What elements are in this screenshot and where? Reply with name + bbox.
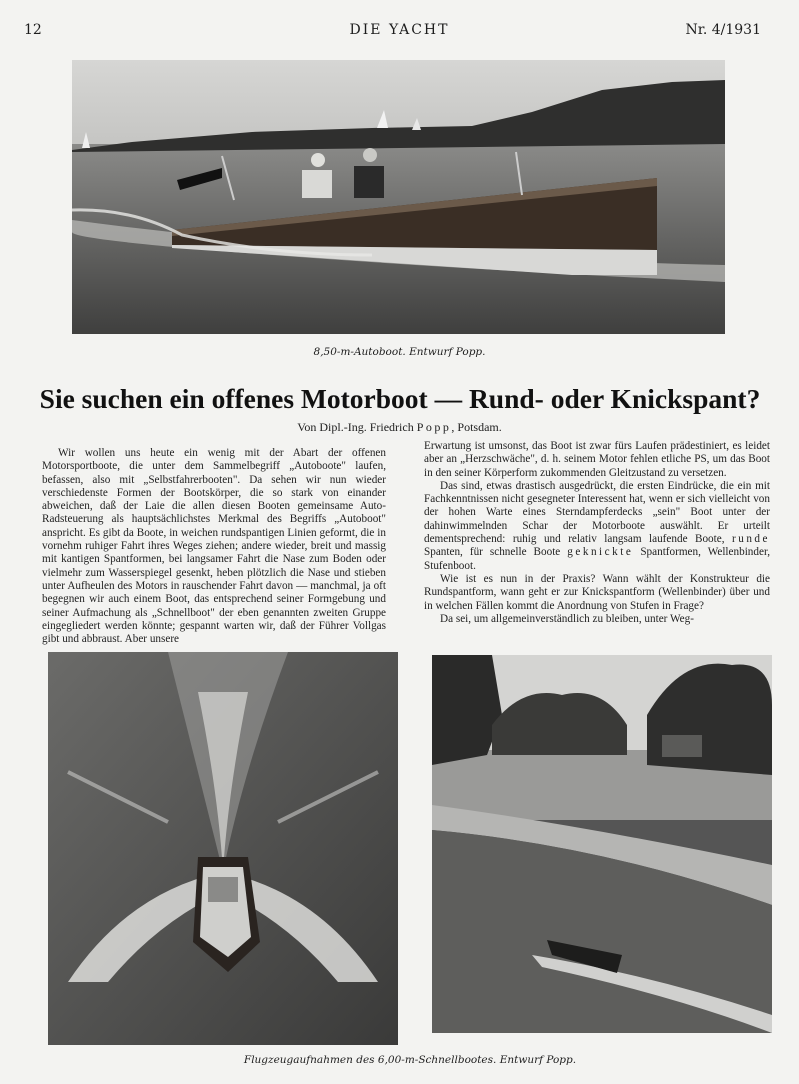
col2-p2-runde: runde: [732, 533, 770, 546]
magazine-title: DIE YACHT: [349, 22, 450, 38]
article-byline: [0, 420, 799, 435]
col2-paragraph-1: Erwartung ist umsonst, das Boot ist zwar fürs Laufen prädestiniert, es leidet aber an „Herzschwäche", d. h. seinem Motor fehlen etliche PS, um das Boot in den seiner Körperform zukommenden Gleitzustand zu versetzen.: [424, 440, 770, 479]
bottom-left-photo-aerial: [48, 652, 398, 1045]
article-title: Sie suchen ein offenes Motorboot — Rund- oder Knickspant?: [39, 383, 761, 414]
col2-paragraph-2: [424, 480, 770, 573]
top-photo-autoboot: [72, 60, 725, 334]
byline-location: , Potsdam.: [451, 420, 502, 434]
page-number: 12: [24, 22, 42, 38]
col2-paragraph-4: Da sei, um allgemeinverständlich zu bleiben, unter Weg-: [440, 612, 694, 625]
col2-p2-text-c: Spanten, für schnelle Boote: [424, 546, 561, 559]
page-header: [0, 22, 799, 42]
col2-p2-text-a: Das sind, etwas drastisch ausgedrückt, die ersten Eindrücke, die ein mit Fachkenntnissen nicht gesegneter Interessent hat, wenn er sich vielleicht von der hohen Warte eines Sterndampferdecks „sein" Boot unter der dahinwimmelnden Schar der Motorboote auswählt. Er urteilt dementsprechend: ruhig und relativ langsam laufende Boote,: [424, 479, 770, 546]
col1-paragraph-1: Wir wollen uns heute ein wenig mit der Abart der offenen Motorsportboote, die unter dem Sammelbegriff „Autoboote" laufen, befassen, also mit „Selbstfahrerbooten". Da sehen wir nun wieder verschiedenste Formen der Bootskörper, die so stark von einander abweichen, daß der Laie die allen diesen Booten gemeinsame Auto-Radsteuerung als hauptsächlichstes Merkmal des Begriffs „Autoboot" anspricht. Es gibt da Boote, in weichen rundspantigen Linien geformt, die in vornehm ruhiger Fahrt ihres Weges ziehen; andere wieder, breit und massig mit kantigen Spantformen, bei langsamer Fahrt die Nase zum Boden oder vielmehr zum Wasserspiegel gesenkt, heben plötzlich die Nase und stieben unter Aufheulen des Motors in rauschender Fahrt davon — manchmal, ja oft begegnen wir auch einem Boot, das entsprechend seiner Formgebung und seiner Aufmachung als „Schnellboot" der eben genannten zweiten Gruppe eingegliedert werden könnte; gespannt warten wir, daß der Führer Vollgas gibt und abbraust. Aber unsere: [42, 447, 386, 646]
issue-number: Nr. 4/1931: [685, 22, 761, 38]
article-column-2: [424, 440, 770, 626]
col2-p2-text-e: Spantformen, Wellenbinder, Stufenboot.: [424, 546, 771, 572]
byline-author-surname: Popp: [416, 420, 452, 434]
top-photo-caption: 8,50-m-Autoboot. Entwurf Popp.: [313, 346, 486, 358]
article-column-1: [42, 447, 386, 646]
byline-prefix: Von Dipl.-Ing. Friedrich: [297, 420, 414, 434]
bottom-right-photo-river: [432, 655, 772, 1033]
col2-paragraph-3: Wie ist es nun in der Praxis? Wann wählt der Konstrukteur die Rundspantform, wann geht er zur Knickspantform (Wellenbinder) über und in welchen Fällen kommt die Anordnung von Stufen in Frage?: [424, 572, 770, 612]
bottom-photos-caption: Flugzeugaufnahmen des 6,00-m-Schnellbootes. Entwurf Popp.: [243, 1054, 577, 1066]
col2-p2-geknickte: geknickte: [567, 546, 634, 559]
